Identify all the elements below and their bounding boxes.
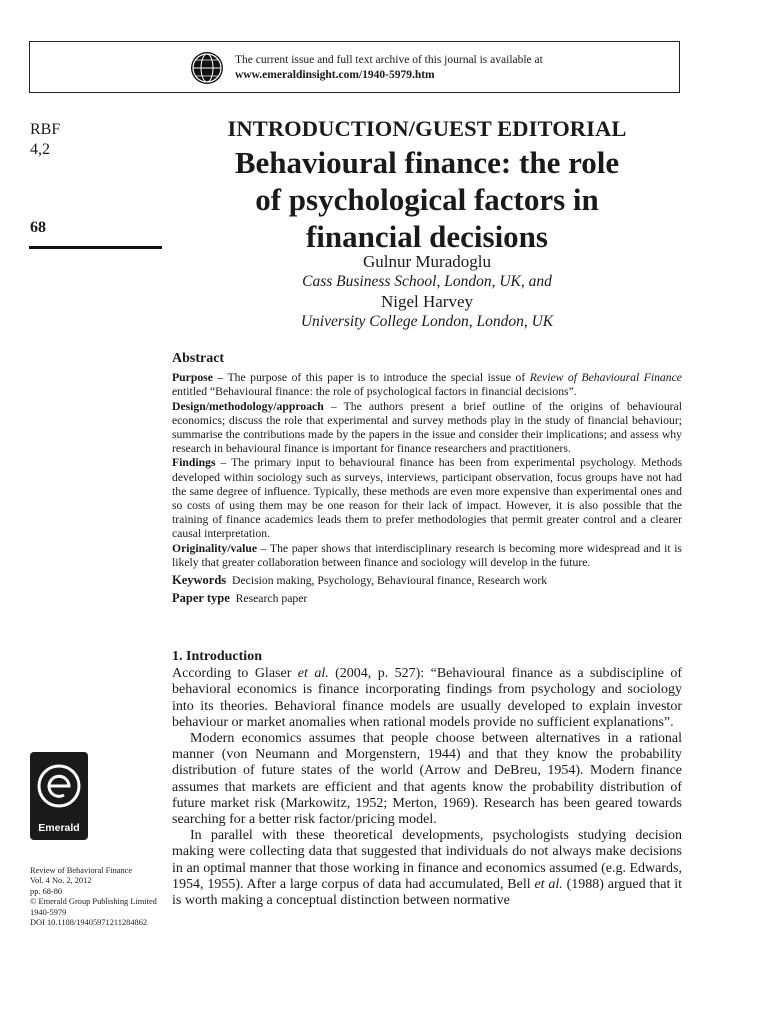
para-text: In parallel with these theoretical developments, psychologists studying decision making were collecting data that suggested that individuals do not always make decisions in an optimal manner that those working in finance and economics assumed (e.g. Edwards, 1954, 1955). After a large corpus of data had accumulated, Bell (172, 828, 682, 892)
purpose-label: Purpose (172, 371, 213, 385)
section-heading: 1. Introduction (172, 649, 262, 664)
originality-label: Originality/value (172, 541, 258, 555)
volume-issue: 4,2 (30, 141, 50, 158)
emerald-logo (30, 752, 88, 840)
author-name: Gulnur Muradoglu (363, 252, 491, 271)
journal-code (30, 120, 60, 160)
body-paragraph (172, 666, 682, 731)
journal-abbrev: RBF (30, 121, 61, 138)
originality-text: – The paper shows that interdisciplinary research is becoming more widespread and it is likely that greater collaboration between finance and sociology will develop in the future. (172, 541, 682, 569)
abstract-findings (172, 456, 682, 541)
para-text: (2004, p. 527): “Behavioural finance as a subdiscipline of behavioral economics is finance incorporating findings from psychology and sociology into its theories. Behavioral finance models are usually developed to explain investor behaviour or market anomalies when rational models provide no sufficient explanations”. (172, 666, 682, 730)
banner-line: The current issue and full text archive of this journal is available at (235, 54, 543, 66)
meta-pages: pp. 68-80 (30, 886, 63, 896)
et-al: et al. (534, 876, 563, 892)
page-number-rule (29, 246, 162, 249)
abstract-design (172, 400, 682, 457)
keywords-text: Decision making, Psychology, Behavioural finance, Research work (232, 574, 548, 588)
para-text: (1988) argued that it is worth making a conceptual distinction between normative (172, 876, 682, 909)
meta-volume: Vol. 4 No. 2, 2012 (30, 876, 92, 886)
abstract-purpose (172, 371, 682, 399)
paper-type-label: Paper type (172, 591, 230, 606)
keywords-label: Keywords (172, 573, 227, 588)
article-title (172, 144, 682, 255)
globe-icon (190, 51, 224, 85)
design-text: – The authors present a brief outline of the origins of behavioural economics; discuss the role that experimental and survey methods play in the study of financial behaviour; summarise the contributions made by the papers in the issue and consider their implications; and assess why research in behavioural finance is important for finance researchers and practitioners. (172, 399, 682, 456)
author-block (172, 252, 682, 332)
abstract-originality (172, 542, 682, 570)
para-text: According to Glaser (172, 666, 298, 682)
author-affiliation: University College London, London, UK (300, 313, 554, 330)
findings-text: – The primary input to behavioural finance has been from experimental psychology. Methods developed within sociology such as surveys, interviews, participant observation, focus groups have not had the same degree of influence. Typically, these methods are even more expensive than experimental ones and so costs of using them may be one reason for their lack of impact. However, it is also possible that the training of finance academics leads them to prefer methodologies that permit greater control and a clearer causal interpretation. (172, 456, 682, 541)
meta-copyright: © Emerald Group Publishing Limited (30, 897, 157, 907)
author-affiliation: Cass Business School, London, UK, and (302, 273, 552, 290)
abstract-section (172, 352, 682, 606)
body-paragraph: Modern economics assumes that people choose between alternatives in a rational manner (von Neumann and Morgenstern, 1944) and that they know the probability distribution of future states of the world (Arrow and DeBreu, 1954). Modern finance assumes that markets are efficient and that agents know the probability distribution of future market risk (Markowitz, 1952; Merton, 1969). Research has been geared towards searching for a better risk factor/pricing model. (172, 731, 682, 828)
design-label: Design/methodology/approach (172, 399, 324, 413)
meta-issn: 1940-5979 (30, 907, 67, 917)
banner-text (235, 53, 543, 83)
et-al: et al. (297, 666, 329, 682)
purpose-text-end: entitled “Behavioural finance: the role of psychological factors in financial decisions”. (172, 385, 577, 399)
title-line: Behavioural finance: the role (234, 145, 620, 180)
article-kicker: INTRODUCTION/GUEST EDITORIAL (227, 116, 627, 141)
paper-type-text: Research paper (235, 592, 308, 606)
author-name: Nigel Harvey (380, 292, 474, 311)
meta-journal: Review of Behavioral Finance (30, 866, 133, 875)
title-line: financial decisions (305, 219, 548, 254)
meta-doi: DOI 10.1108/19405971211284862 (30, 918, 148, 928)
title-line: of psychological factors in (255, 182, 599, 217)
journal-banner (29, 41, 680, 93)
purpose-text: – The purpose of this paper is to introduce the special issue of (212, 371, 530, 385)
logo-label: Emerald (38, 822, 80, 834)
page-number: 68 (30, 219, 46, 236)
publication-metadata (30, 866, 170, 928)
journal-url-link[interactable]: www.emeraldinsight.com/1940-5979.htm (235, 69, 435, 81)
findings-label: Findings (172, 456, 216, 470)
abstract-heading: Abstract (172, 351, 225, 366)
introduction-section (172, 649, 682, 909)
abstract-keywords (172, 573, 682, 588)
journal-name: Review of Behavioural Finance (529, 371, 682, 385)
body-paragraph (172, 828, 682, 909)
abstract-paper-type (172, 591, 682, 606)
